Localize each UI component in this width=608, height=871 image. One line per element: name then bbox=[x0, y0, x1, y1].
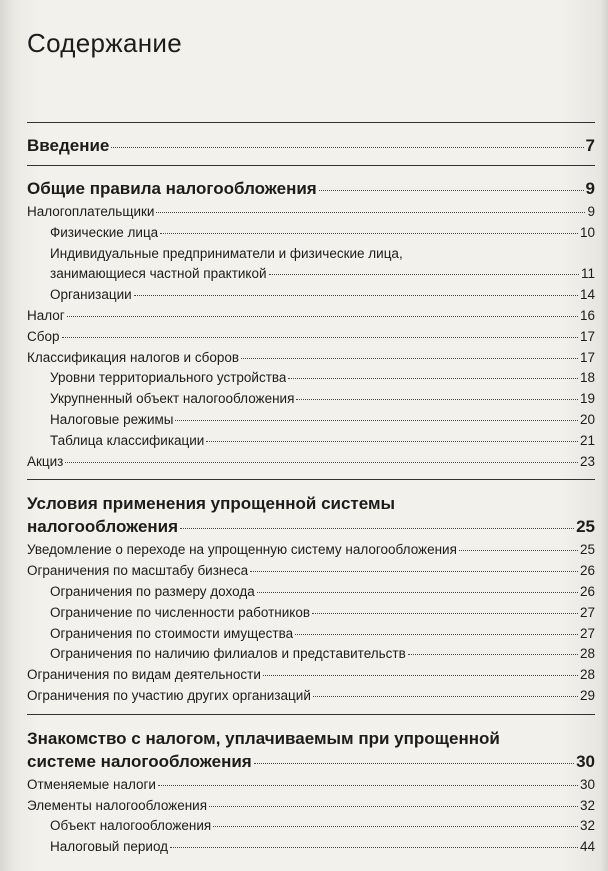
dot-leader bbox=[319, 190, 584, 191]
dot-leader bbox=[156, 212, 585, 213]
toc-entry-label: Ограничения по наличию филиалов и представительств bbox=[50, 646, 406, 662]
toc-page-number: 44 bbox=[579, 839, 595, 855]
toc-entry-label: Введение bbox=[27, 136, 110, 155]
toc-entry[interactable] bbox=[27, 348, 595, 369]
dot-leader bbox=[209, 806, 578, 807]
toc-page-number: 28 bbox=[579, 667, 595, 683]
toc-page-number: 30 bbox=[576, 751, 595, 771]
dot-leader bbox=[67, 316, 578, 317]
dot-leader bbox=[158, 785, 578, 786]
dot-leader bbox=[250, 571, 578, 572]
toc-entry-label: Сбор bbox=[27, 328, 60, 344]
toc-entry[interactable] bbox=[27, 561, 595, 582]
toc-entry[interactable] bbox=[27, 540, 595, 561]
dot-leader bbox=[257, 592, 578, 593]
toc-page-number: 17 bbox=[579, 349, 595, 365]
section-heading-wrap bbox=[27, 492, 595, 537]
toc-page-number: 27 bbox=[579, 625, 595, 641]
toc-subentry[interactable] bbox=[27, 816, 595, 837]
toc-entry-label: Ограничения по участию других организаций bbox=[27, 687, 311, 703]
dot-leader bbox=[296, 399, 578, 400]
dot-leader bbox=[160, 233, 578, 234]
dot-leader bbox=[111, 147, 583, 148]
toc-section bbox=[27, 715, 595, 865]
toc-entry-label: Организации bbox=[50, 287, 132, 303]
toc-page-number: 17 bbox=[579, 328, 595, 344]
toc-entry-label: Общие правила налогообложения bbox=[27, 179, 317, 198]
toc-page-number: 18 bbox=[579, 370, 595, 386]
toc-subentry[interactable] bbox=[27, 837, 595, 858]
dot-leader bbox=[175, 420, 577, 421]
toc-entry-label: Акциз bbox=[27, 453, 64, 469]
toc-page-number: 29 bbox=[579, 687, 595, 703]
section-heading[interactable] bbox=[27, 178, 595, 199]
toc-entry[interactable] bbox=[27, 202, 595, 223]
section-heading-line: Знакомство с налогом, уплачиваемым при упрощенной bbox=[27, 728, 500, 748]
section-heading-wrap bbox=[27, 727, 595, 772]
dot-leader bbox=[170, 847, 578, 848]
toc-page-number: 23 bbox=[579, 453, 595, 469]
toc-entry[interactable] bbox=[27, 796, 595, 817]
dot-leader bbox=[65, 462, 578, 463]
toc-subentry[interactable] bbox=[27, 223, 595, 244]
toc-entry-label: Налоговые режимы bbox=[50, 411, 174, 427]
toc-page-number: 32 bbox=[579, 818, 595, 834]
toc-entry-label: Объект налогообложения bbox=[50, 818, 212, 834]
toc-entry[interactable] bbox=[27, 665, 595, 686]
dot-leader bbox=[313, 696, 578, 697]
toc-entry-label: налогообложения bbox=[27, 517, 179, 537]
toc-entry-label: Налогоплательщики bbox=[27, 204, 155, 219]
dot-leader bbox=[408, 654, 578, 655]
dot-leader bbox=[134, 295, 578, 296]
dot-leader bbox=[263, 675, 578, 676]
dot-leader bbox=[241, 358, 578, 359]
toc-page-number: 27 bbox=[579, 604, 595, 620]
toc-entry-label: Уровни территориального устройства bbox=[50, 370, 287, 386]
toc-entry-label: Налоговый период bbox=[50, 839, 169, 855]
toc-page-number: 9 bbox=[585, 179, 595, 198]
toc-entry-label: Налог bbox=[27, 307, 65, 323]
toc-page-number: 25 bbox=[579, 542, 595, 558]
toc-page-number: 14 bbox=[579, 287, 595, 303]
toc-subentry[interactable] bbox=[27, 644, 595, 665]
toc-entry-label: Отменяемые налоги bbox=[27, 776, 156, 792]
toc-entry-label: Физические лица bbox=[50, 224, 159, 240]
toc-section bbox=[27, 123, 595, 165]
toc-entry-label: Таблица классификации bbox=[50, 432, 205, 448]
dot-leader bbox=[288, 378, 578, 379]
dot-leader bbox=[269, 274, 579, 275]
toc-entry-label: занимающиеся частной практикой bbox=[50, 266, 267, 282]
section-heading[interactable] bbox=[27, 516, 595, 537]
toc-entry[interactable] bbox=[27, 452, 595, 473]
dot-leader bbox=[295, 634, 578, 635]
toc-page-number: 30 bbox=[579, 776, 595, 792]
section-heading-line: Условия применения упрощенной системы bbox=[27, 494, 396, 514]
table-of-contents bbox=[27, 122, 595, 865]
toc-page-number: 26 bbox=[579, 583, 595, 599]
toc-subentry[interactable] bbox=[27, 285, 595, 306]
toc-entry-label: Ограничения по стоимости имущества bbox=[50, 625, 294, 641]
dot-leader bbox=[206, 441, 578, 442]
toc-page-number: 16 bbox=[579, 307, 595, 323]
toc-subentry[interactable] bbox=[27, 389, 595, 410]
dot-leader bbox=[459, 550, 578, 551]
toc-page-number: 21 bbox=[579, 432, 595, 448]
toc-subentry[interactable] bbox=[27, 410, 595, 431]
toc-entry-label: Ограничения по размеру дохода bbox=[50, 583, 255, 599]
toc-entry-label: Ограничения по видам деятельности bbox=[27, 667, 261, 683]
dot-leader bbox=[213, 826, 578, 827]
toc-entry-label-line: Индивидуальные предприниматели и физические лица, bbox=[50, 245, 403, 261]
toc-entry-label: Ограничения по масштабу бизнеса bbox=[27, 563, 249, 579]
toc-subentry[interactable] bbox=[27, 582, 595, 603]
section-heading[interactable] bbox=[27, 135, 595, 156]
toc-subentry[interactable] bbox=[27, 624, 595, 645]
toc-page-number: 26 bbox=[579, 563, 595, 579]
toc-page-number: 28 bbox=[579, 646, 595, 662]
toc-page-number: 32 bbox=[579, 797, 595, 813]
dot-leader bbox=[254, 763, 574, 764]
toc-entry[interactable] bbox=[27, 686, 595, 707]
toc-section bbox=[27, 480, 595, 713]
toc-page-number: 20 bbox=[579, 411, 595, 427]
toc-page-number: 25 bbox=[576, 517, 595, 537]
toc-entry-label: Ограничение по численности работников bbox=[50, 604, 311, 620]
toc-entry-label: Укрупненный объект налогообложения bbox=[50, 391, 295, 407]
dot-leader bbox=[62, 337, 578, 338]
toc-entry-label: Классификация налогов и сборов bbox=[27, 349, 240, 365]
toc-entry-multiline[interactable] bbox=[27, 244, 595, 286]
toc-entry-label: системе налогообложения bbox=[27, 751, 252, 771]
toc-page-number: 9 bbox=[587, 204, 595, 219]
page-title: Содержание bbox=[27, 28, 182, 58]
toc-subentry[interactable] bbox=[27, 603, 595, 624]
toc-page-number: 11 bbox=[580, 266, 595, 282]
dot-leader bbox=[180, 528, 574, 529]
toc-page-number: 7 bbox=[585, 136, 595, 155]
toc-entry-label: Уведомление о переходе на упрощенную систему налогообложения bbox=[27, 542, 457, 558]
toc-section bbox=[27, 166, 595, 479]
toc-subentry[interactable] bbox=[27, 431, 595, 452]
toc-page-number: 10 bbox=[579, 224, 595, 240]
toc-entry-label: Элементы налогообложения bbox=[27, 797, 208, 813]
toc-subentry[interactable] bbox=[27, 368, 595, 389]
section-heading[interactable] bbox=[27, 751, 595, 772]
toc-entry[interactable] bbox=[27, 327, 595, 348]
dot-leader bbox=[312, 613, 578, 614]
toc-page-number: 19 bbox=[579, 391, 595, 407]
toc-entry[interactable] bbox=[27, 775, 595, 796]
toc-entry[interactable] bbox=[27, 306, 595, 327]
toc-entry[interactable] bbox=[50, 264, 595, 285]
